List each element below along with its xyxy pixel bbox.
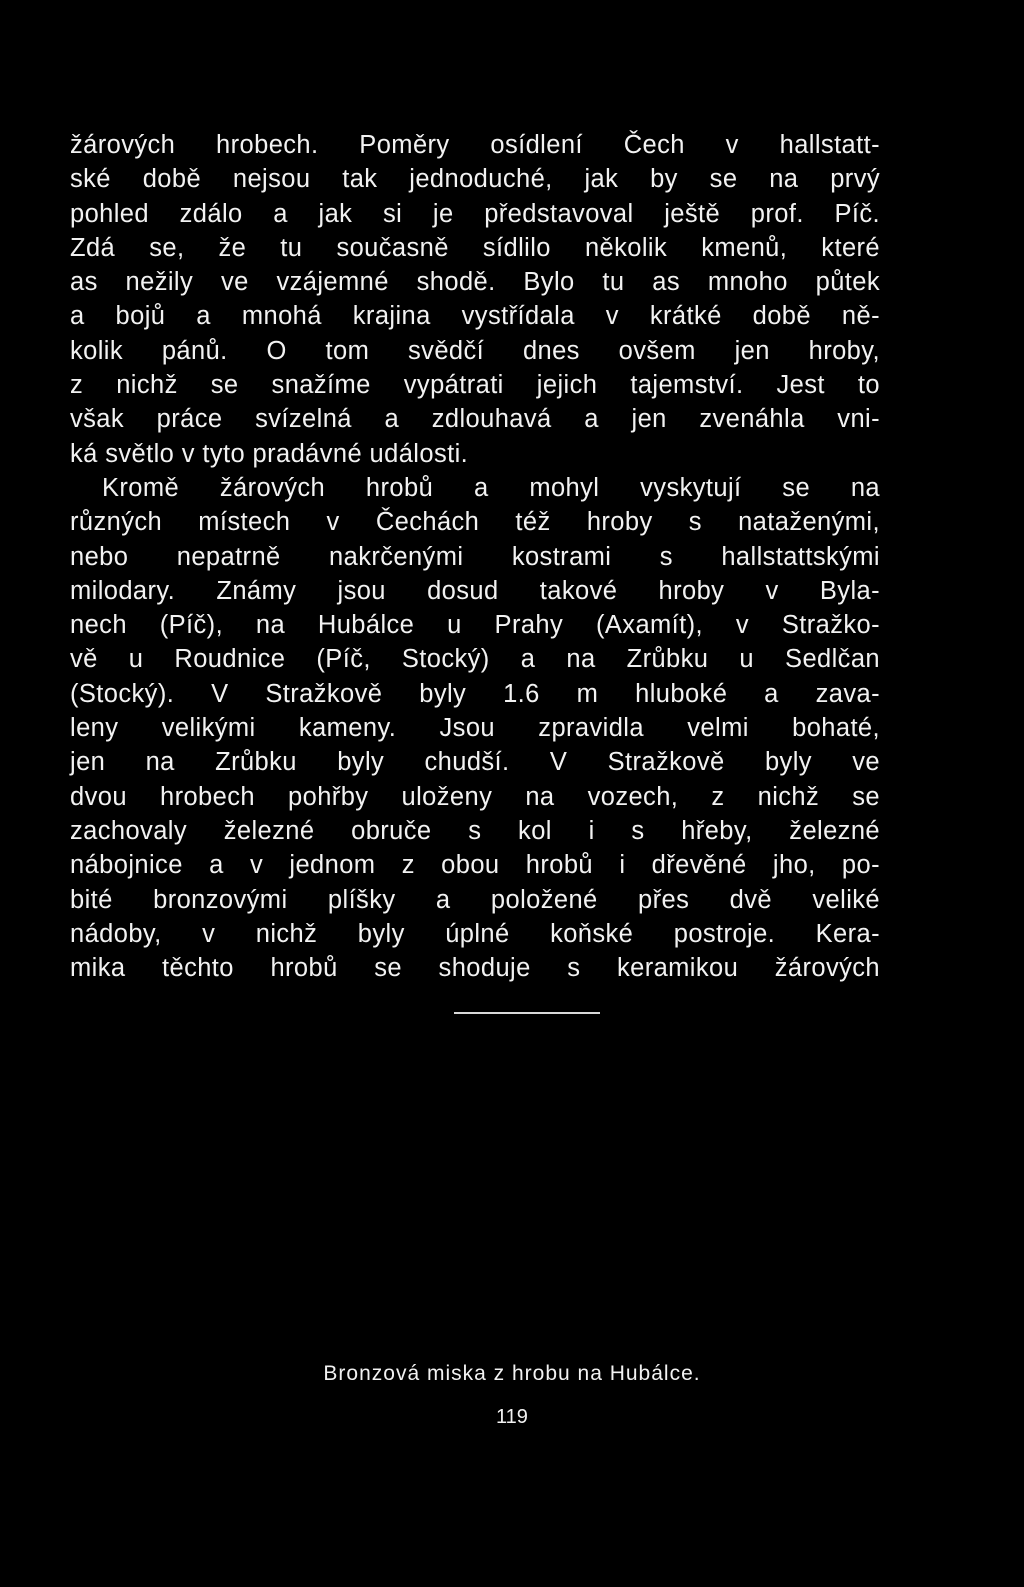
text-line-7: kolik pánů. O tom svědčí dnes ovšem jen hroby, <box>70 336 880 365</box>
figure-caption: Bronzová miska z hrobu na Hubálce. <box>323 1362 701 1385</box>
text-line-3: pohled zdálo a jak si je představoval ještě prof. Píč. <box>70 199 880 228</box>
text-line-14: milodary. Známy jsou dosud takové hroby v Byla- <box>70 576 880 605</box>
text-line-17: (Stocký). V Stražkově byly 1.6 m hluboké a zava- <box>70 679 880 708</box>
text-line-1: žárových hrobech. Poměry osídlení Čech v hallstatt- <box>70 131 880 159</box>
text-line-6: a bojů a mnohá krajina vystřídala v krátké době ně- <box>70 302 880 331</box>
text-line-19: jen na Zrůbku byly chudší. V Stražkově byly ve <box>70 748 880 777</box>
text-line-8: z nichž se snažíme vypátrati jejich tajemství. Jest to <box>70 371 880 400</box>
text-line-23: bité bronzovými plíšky a položené přes dvě veliké <box>70 885 880 914</box>
text-line-11: Kromě žárových hrobů a mohyl vyskytují se na <box>102 473 880 502</box>
text-line-15: nech (Píč), na Hubálce u Prahy (Axamít), v Stražko- <box>70 611 880 640</box>
text-line-12: různých místech v Čechách též hroby s nataženými, <box>70 508 880 537</box>
text-line-10: ká světlo v tyto pradávné události. <box>70 439 469 468</box>
text-line-20: dvou hrobech pohřby uloženy na vozech, z nichž se <box>70 782 880 811</box>
text-line-5: as nežily ve vzájemné shodě. Bylo tu as mnoho půtek <box>70 268 880 297</box>
body-text <box>70 128 880 985</box>
text-line-16: vě u Roudnice (Píč, Stocký) a na Zrůbku u Sedlčan <box>70 645 880 674</box>
separator-rule <box>454 1012 600 1014</box>
page-number: 119 <box>496 1406 528 1428</box>
text-line-18: leny velikými kameny. Jsou zpravidla velmi bohaté, <box>70 714 880 743</box>
text-line-4: Zdá se, že tu současně sídlilo několik kmenů, které <box>70 233 880 262</box>
text-line-21: zachovaly železné obruče s kol i s hřeby, železné <box>70 816 880 845</box>
text-line-22: nábojnice a v jednom z obou hrobů i dřevěné jho, po- <box>70 851 880 880</box>
text-line-25: mika těchto hrobů se shoduje s keramikou žárových <box>70 954 880 983</box>
text-line-9: však práce svízelná a zdlouhavá a jen zvenáhla vni- <box>70 405 880 434</box>
text-line-24: nádoby, v nichž byly úplné koňské postroje. Kera- <box>70 919 880 948</box>
text-line-13: nebo nepatrně nakrčenými kostrami s hallstattskými <box>70 542 880 571</box>
text-line-2: ské době nejsou tak jednoduché, jak by se na prvý <box>70 165 880 194</box>
